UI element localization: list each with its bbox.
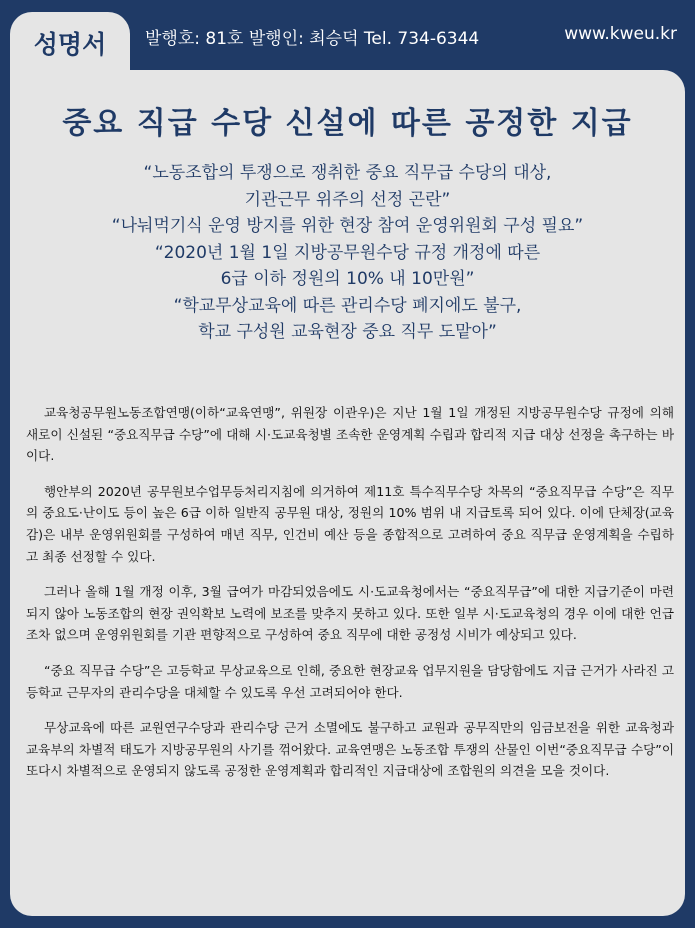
publication-info: 발행호: 81호 발행인: 최승덕 Tel. 734-6344 [145, 29, 480, 49]
subtitle-line: “노동조합의 투쟁으로 쟁취한 중요 직무급 수당의 대상, [143, 163, 552, 183]
body-paragraph: 행안부의 2020년 공무원보수업무등처리지침에 의거하여 제11호 특수직무수당 차목의 “중요직무급 수당”은 직무의 중요도·난이도 등이 높은 6급 이하 일반직 공무원 대상, 정원의 10% 범위 내 지급토록 되어 있다. 이에 단체장(교육감)은 내부 운영위원회를 구성하여 매년 직무, 인건비 예산 등을 종합적으로 고려하여 중요 직무급 운영계획을 수립하고 최종 선정할 수 있다. [26, 483, 674, 564]
website-url: www.kweu.kr [564, 24, 677, 44]
subtitle-line: “학교무상교육에 따른 관리수당 폐지에도 불구, [173, 295, 522, 316]
document-type-tab: 성명서 [10, 12, 130, 74]
body-paragraph: 무상교육에 따른 교원연구수당과 관리수당 근거 소멸에도 불구하고 교원과 공무직만의 임금보전을 위한 교육청과 교육부의 차별적 태도가 지방공무원의 사기를 꺾어왔다. 교육연맹은 노동조합 투쟁의 산물인 이번“중요직무급 수당”이 또다시 차별적으로 운영되지 않도록 공정한 운영계획과 합리적인 지급대상에 조합원의 의견을 모을 것이다. [26, 720, 674, 779]
subtitle-line: 기관근무 위주의 선정 곤란” [244, 189, 451, 210]
body-paragraph: 교육청공무원노동조합연맹(이하“교육연맹”, 위원장 이관우)은 지난 1월 1일 개정된 지방공무원수당 규정에 의해 새로이 신설된 “중요직무급 수당”에 대해 시·도교육청별 조속한 운영계획 수립과 합리적 지급 대상 선정을 촉구하는 바이다. [26, 405, 674, 464]
body-paragraph: 그러나 올해 1월 개정 이후, 3월 급여가 마감되었음에도 시·도교육청에서는 “중요직무급”에 대한 지급기준이 마련되지 않아 노동조합의 현장 권익확보 노력에 보조를 맞추지 못하고 있다. 또한 일부 시·도교육청의 경우 이에 대한 언급조차 없으며 운영위원회를 기관 편향적으로 구성하여 중요 직무에 대한 공정성 시비가 예상되고 있다. [26, 584, 674, 643]
subtitle-line: 학교 구성원 교육현장 중요 직무 도맡아” [198, 322, 497, 342]
headline: 중요 직급 수당 신설에 따른 공정한 지급 [62, 106, 633, 141]
body-paragraph: “중요 직무급 수당”은 고등학교 무상교육으로 인해, 중요한 현장교육 업무지원을 담당함에도 지급 근거가 사라진 고등학교 근무자의 관리수당을 대체할 수 있도록 우선 고려되어야 한다. [26, 662, 674, 700]
statement-body [26, 402, 674, 796]
subtitle-line: 6급 이하 정원의 10% 내 10만원” [220, 269, 475, 289]
subtitle-block [0, 160, 695, 346]
header-bar [0, 0, 695, 72]
subtitle-line: “나눠먹기식 운영 방지를 위한 현장 참여 운영위원회 구성 필요” [111, 216, 584, 236]
subtitle-line: “2020년 1월 1일 지방공무원수당 규정 개정에 따른 [154, 242, 541, 263]
